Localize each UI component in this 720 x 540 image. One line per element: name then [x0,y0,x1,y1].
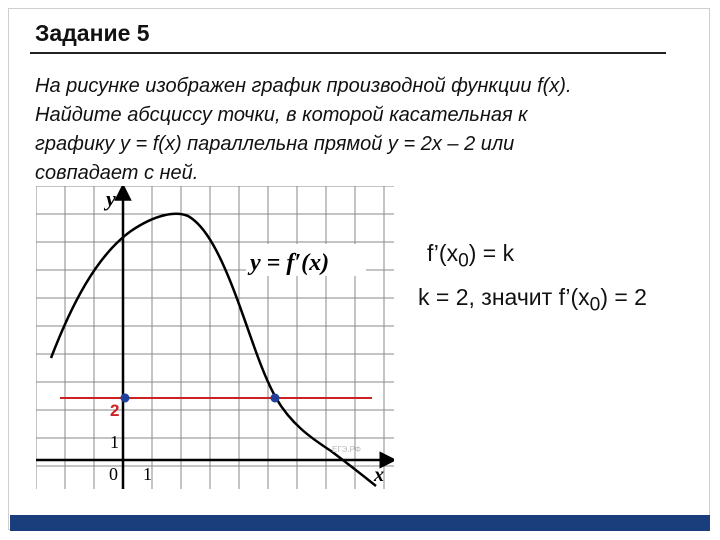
solution-line-2-a: k = 2, значит [418,284,559,310]
origin-label: 0 [109,464,118,484]
bottom-bar [10,515,710,531]
task-text [35,72,695,188]
y-tick-label: 1 [110,432,119,452]
solution-line-1-b: ) = k [468,240,515,266]
grid [36,186,394,489]
task-line-1: На рисунке изображен график производной функции f(x). [35,75,572,97]
task-line-4: совпадает с ней. [35,162,199,184]
slide-title: Задание 5 [35,20,150,46]
y-axis-label: y [106,186,116,211]
x-tick-label: 1 [143,464,152,484]
solution-line-1 [427,240,514,273]
solution-line-2-c: ) = 2 [600,284,647,310]
curve-label: y = f′(x) [250,250,330,276]
derivative-graph [36,186,394,489]
tangent-point [271,394,280,403]
solution-line-1-a: f’(x [427,240,459,266]
task-line-3: графику y = f(x) параллельна прямой y = 2x – 2 или [35,133,515,155]
highlight-value-label: 2 [110,401,120,420]
solution-line-2-b: f’(x [558,284,590,310]
point-on-y-axis [121,394,130,403]
watermark: ЕГЭ.РФ [332,445,361,454]
solution-line-2-sub: 0 [589,294,601,316]
solution-line-2 [418,284,647,317]
x-axis-label: x [374,464,384,486]
solution-line-1-sub: 0 [458,250,469,272]
title-underline [30,52,666,54]
task-line-2: Найдите абсциссу точки, в которой касательная к [35,104,528,126]
